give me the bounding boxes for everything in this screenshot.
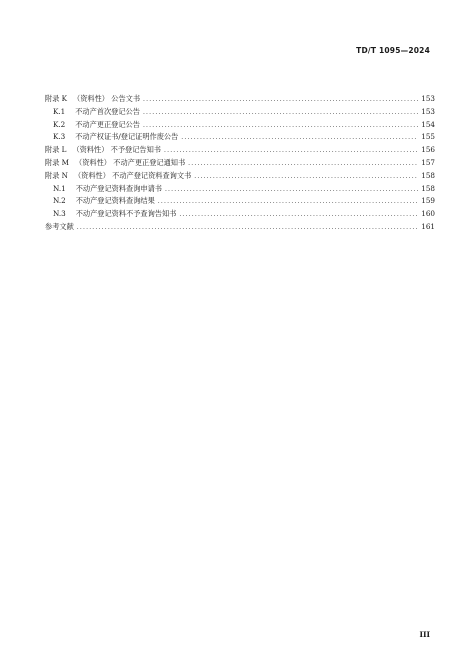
toc-entry-title: 参考文献 — [45, 221, 74, 231]
toc-entry-page: 156 — [421, 145, 435, 155]
toc-entry-number: K.2 — [53, 119, 66, 129]
dot-leader — [194, 171, 418, 184]
toc-entry-number: N.2 — [53, 196, 66, 206]
toc-entry-page: 157 — [421, 157, 435, 167]
toc-entry-title: 不动产权证书/登记证明作废公告 — [75, 132, 179, 142]
toc-entry-number: N.1 — [53, 183, 66, 193]
toc-entry-number: N.3 — [53, 209, 66, 219]
toc-entry-n1[interactable] — [45, 183, 435, 196]
dot-leader — [143, 120, 418, 133]
toc-entry-page: 153 — [421, 94, 435, 103]
toc-entry-page: 158 — [421, 183, 435, 193]
toc-entry-number: 附录 N — [45, 170, 68, 180]
toc-entry-k1[interactable] — [45, 106, 435, 119]
page-number: III — [419, 630, 430, 639]
toc-entry-title: 不动产首次登记公告 — [75, 106, 140, 116]
toc-entry-title: 不动产登记资料不予查询告知书 — [75, 209, 177, 219]
toc-entry-bibliography[interactable] — [45, 221, 435, 234]
toc-entry-title: 不动产登记资料查询结果 — [75, 196, 155, 206]
toc-entry-number: 附录 L — [45, 145, 67, 155]
toc-entry-n3[interactable] — [45, 208, 435, 221]
toc-entry-title: 不动产更正登记公告 — [75, 119, 140, 129]
toc-entry-page: 159 — [421, 196, 435, 206]
dot-leader — [77, 222, 418, 235]
toc-entry-number: 附录 M — [45, 157, 70, 167]
toc-entry-annex-n[interactable] — [45, 170, 435, 183]
dot-leader — [179, 209, 418, 222]
toc-entry-title: （资料性） 不予登记告知书 — [72, 145, 161, 155]
toc-entry-number: K.1 — [53, 106, 66, 116]
toc-entry-annex-k[interactable] — [45, 93, 435, 106]
toc-entry-title: 不动产登记资料查询申请书 — [75, 183, 162, 193]
dot-leader — [143, 107, 418, 120]
table-of-contents — [45, 93, 435, 234]
toc-entry-page: 158 — [421, 170, 435, 180]
dot-leader — [181, 132, 418, 145]
dot-leader — [165, 184, 418, 197]
dot-leader — [188, 158, 418, 171]
toc-entry-n2[interactable] — [45, 195, 435, 208]
standard-code: TD/T 1095—2024 — [356, 46, 430, 55]
toc-entry-title: （资料性） 不动产更正登记通知书 — [75, 157, 186, 167]
toc-entry-number: 附录 K — [45, 94, 68, 103]
toc-entry-page: 153 — [421, 106, 435, 116]
toc-entry-page: 161 — [421, 221, 435, 231]
toc-entry-title: （资料性） 公告文书 — [73, 94, 141, 103]
toc-entry-number: K.3 — [53, 132, 66, 142]
toc-entry-annex-l[interactable] — [45, 144, 435, 157]
toc-entry-k2[interactable] — [45, 119, 435, 132]
toc-entry-page: 154 — [421, 119, 435, 129]
toc-entry-page: 160 — [421, 209, 435, 219]
toc-entry-k3[interactable] — [45, 131, 435, 144]
toc-entry-page: 155 — [421, 132, 435, 142]
dot-leader — [158, 196, 418, 209]
toc-entry-annex-m[interactable] — [45, 157, 435, 170]
dot-leader — [143, 94, 418, 107]
toc-entry-title: （资料性） 不动产登记资料查询文书 — [73, 170, 192, 180]
dot-leader — [164, 145, 418, 158]
